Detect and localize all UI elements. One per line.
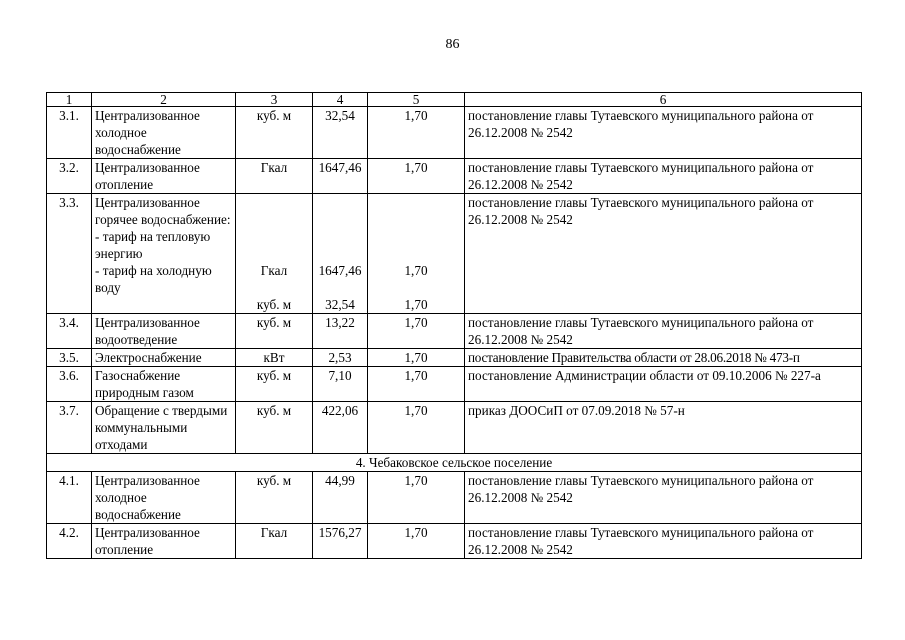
index: 1,70 [368, 367, 465, 402]
index: 1,70 [368, 314, 465, 349]
column-number: 1 [47, 93, 92, 107]
sub-item-tariff: 32,54 [325, 297, 355, 312]
index: 1,70 [368, 159, 465, 194]
service-name: Централизованное водоотведение [92, 314, 236, 349]
legal-basis: постановление главы Тутаевского муниципального района от 26.12.2008 № 2542 [465, 194, 862, 314]
table-row [47, 314, 862, 349]
sub-item-tariff: 1647,46 [318, 263, 362, 278]
unit: куб. м [236, 314, 313, 349]
service-name [92, 194, 236, 314]
legal-basis: постановление главы Тутаевского муниципального района от 26.12.2008 № 2542 [465, 107, 862, 159]
index: 1,70 [368, 107, 465, 159]
legal-basis: постановление Правительства области от 28.06.2018 № 473-п [465, 349, 862, 367]
unit: кВт [236, 349, 313, 367]
table-row [47, 194, 862, 314]
section-row [47, 454, 862, 472]
service-name: Централизованное отопление [92, 159, 236, 194]
table-row [47, 472, 862, 524]
sub-item-unit: Гкал [260, 263, 288, 278]
column-number: 5 [368, 93, 465, 107]
service-name: Централизованное отопление [92, 524, 236, 559]
legal-basis: постановление главы Тутаевского муниципального района от 26.12.2008 № 2542 [465, 472, 862, 524]
tariff [313, 194, 368, 314]
legal-basis: постановление Администрации области от 09.10.2006 № 227-а [465, 367, 862, 402]
tariff: 13,22 [313, 314, 368, 349]
row-number: 3.4. [47, 314, 92, 349]
unit: куб. м [236, 402, 313, 454]
service-name: Обращение с твердыми коммунальными отходами [92, 402, 236, 454]
service-name: Централизованное холодное водоснабжение [92, 107, 236, 159]
table-row [47, 159, 862, 194]
sub-item-index: 1,70 [404, 297, 428, 312]
column-number: 2 [92, 93, 236, 107]
page-number: 86 [445, 37, 460, 52]
column-number-row [47, 93, 862, 107]
tariff: 32,54 [313, 107, 368, 159]
table-row [47, 349, 862, 367]
unit: куб. м [236, 367, 313, 402]
table-row [47, 107, 862, 159]
tariff: 7,10 [313, 367, 368, 402]
service-title: Централизованное горячее водоснабжение: [95, 195, 231, 227]
tariff-table [46, 92, 862, 559]
tariff: 1576,27 [313, 524, 368, 559]
tariff: 2,53 [313, 349, 368, 367]
legal-basis: приказ ДООСиП от 07.09.2018 № 57-н [465, 402, 862, 454]
column-number: 6 [465, 93, 862, 107]
row-number: 4.2. [47, 524, 92, 559]
column-number: 4 [313, 93, 368, 107]
unit [236, 194, 313, 314]
row-number: 3.5. [47, 349, 92, 367]
legal-basis: постановление главы Тутаевского муниципального района от 26.12.2008 № 2542 [465, 314, 862, 349]
index: 1,70 [368, 349, 465, 367]
row-number: 3.3. [47, 194, 92, 314]
legal-basis: постановление главы Тутаевского муниципального района от 26.12.2008 № 2542 [465, 159, 862, 194]
row-number: 3.7. [47, 402, 92, 454]
table-row [47, 367, 862, 402]
sub-item-index: 1,70 [404, 263, 428, 278]
service-name: Электроснабжение [92, 349, 236, 367]
service-name: Газоснабжение природным газом [92, 367, 236, 402]
column-number: 3 [236, 93, 313, 107]
row-number: 3.2. [47, 159, 92, 194]
tariff: 422,06 [313, 402, 368, 454]
service-name: Централизованное холодное водоснабжение [92, 472, 236, 524]
unit: Гкал [236, 159, 313, 194]
table-row [47, 402, 862, 454]
tariff: 44,99 [313, 472, 368, 524]
index [368, 194, 465, 314]
section-title: 4. Чебаковское сельское поселение [47, 454, 862, 472]
row-number: 3.6. [47, 367, 92, 402]
index: 1,70 [368, 402, 465, 454]
row-number: 3.1. [47, 107, 92, 159]
legal-basis: постановление главы Тутаевского муниципального района от 26.12.2008 № 2542 [465, 524, 862, 559]
unit: куб. м [236, 107, 313, 159]
index: 1,70 [368, 472, 465, 524]
table-row [47, 524, 862, 559]
unit: куб. м [236, 472, 313, 524]
sub-item-unit: куб. м [256, 297, 292, 312]
sub-item-label: - тариф на холодную воду [95, 263, 212, 295]
tariff: 1647,46 [313, 159, 368, 194]
index: 1,70 [368, 524, 465, 559]
sub-item-label: - тариф на тепловую энергию [95, 229, 211, 261]
unit: Гкал [236, 524, 313, 559]
row-number: 4.1. [47, 472, 92, 524]
